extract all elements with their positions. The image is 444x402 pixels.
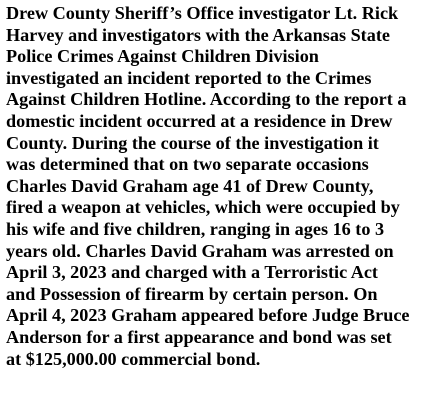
article-line: Against Children Hotline. According to the report a [6,89,407,110]
article-line: April 3, 2023 and charged with a Terroristic Act [6,262,378,283]
article-line: April 4, 2023 Graham appeared before Judge Bruce [6,305,410,326]
article-line: County. During the course of the investigation it [6,132,379,153]
article-line: Anderson for a first appearance and bond was set [6,326,392,347]
article-line: domestic incident occurred at a residence in Drew [6,110,393,131]
article-line: Harvey and investigators with the Arkansas State [6,24,390,45]
article-line: his wife and five children, ranging in ages 16 to 3 [6,218,385,239]
article-line: and Possession of firearm by certain person. On [6,283,378,304]
article-line: at $125,000.00 commercial bond. [6,348,261,369]
article-line: fired a weapon at vehicles, which were occupied by [6,197,400,218]
article-line: was determined that on two separate occasions [6,154,369,175]
article-line: Charles David Graham age 41 of Drew County, [6,175,374,196]
article-line: Drew County Sheriff’s Office investigator Lt. Rick [6,3,399,23]
article-line: Police Crimes Against Children Division [6,46,319,67]
article-line: investigated an incident reported to the Crimes [6,67,372,88]
article-line: years old. Charles David Graham was arrested on [6,240,394,261]
